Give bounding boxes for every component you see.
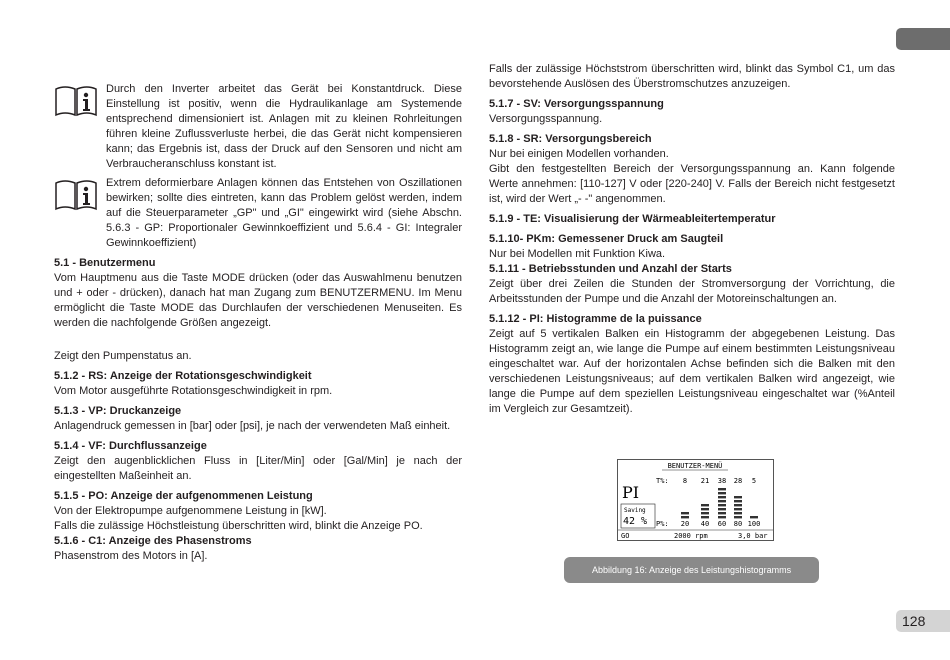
histogram-bar bbox=[681, 512, 689, 518]
section-5-1-5-title: 5.1.5 - PO: Anzeige der aufgenommenen Leistung bbox=[54, 490, 313, 502]
book-info-icon bbox=[54, 179, 98, 211]
section-5-1-9-title: 5.1.9 - TE: Visualisierung der Wärmeableitertemperatur bbox=[489, 213, 776, 225]
status-go: GO bbox=[621, 532, 630, 540]
note-2-text: Extrem deformierbare Anlagen können das Entstehen von Oszillationen bewirken; sollte dies eintreten, kann das Problem gelöst werden, indem auf die Steuerparameter „GP" und „GI" eingewirkt wird (siehe Abschn. 5.6.3 - GP: Proportionaler Gewinnkoeffizient und 5.6.4 - GI: Integraler Gewinnkoeffizient) bbox=[106, 177, 462, 249]
section-5-1-10-text: Nur bei Modellen mit Funktion Kiwa. bbox=[489, 248, 666, 260]
left-column bbox=[54, 82, 462, 564]
section-5-1-11-text: Zeigt über drei Zeilen die Stunden der Stromversorgung der Vorrichtung, die Arbeitsstunden der Pumpe und die Anzahl der Motoreinschaltungen an. bbox=[489, 278, 895, 305]
section-5-1-7-text: Versorgungsspannung. bbox=[489, 113, 603, 125]
p-value-label: 80 bbox=[733, 520, 743, 528]
histogram-bar bbox=[701, 504, 709, 518]
status-pressure: 3,0 bar bbox=[738, 532, 768, 540]
info-note-2 bbox=[54, 176, 462, 251]
saving-label: Saving bbox=[624, 507, 646, 514]
info-note-1 bbox=[54, 82, 462, 172]
section-5-1-3-text: Anlagendruck gemessen in [bar] oder [psi], je nach der verwendeten Maß einheit. bbox=[54, 420, 451, 432]
section-5-1-2-text: Vom Motor ausgeführte Rotationsgeschwindigkeit in rpm. bbox=[54, 385, 333, 397]
section-5-1-text: Vom Hauptmenu aus die Taste MODE drücken (oder das Auswahlmenu benutzen und + oder - drücken), danach hat man Zugang zum BENUTZERMENU. Im Menu ermöglicht die Taste MODE das Durchlaufen der verschiedenen Menuseiten. Es werden die nachfolgende Größen angezeigt. bbox=[54, 272, 462, 329]
p-value-label: 20 bbox=[680, 520, 690, 528]
p-value-label: 100 bbox=[747, 520, 761, 528]
status-rpm: 2000 rpm bbox=[674, 532, 708, 540]
note-1-text: Durch den Inverter arbeitet das Gerät bei Konstantdruck. Diese Einstellung ist positiv, wenn die Hydraulikanlage am Systemende entsprechend dimensioniert ist. Anlagen mit zu kleinen Rohrleitungen führen kleine Zuflussverluste herbei, die das Gerät nicht kompensieren kann; das Ergebnis ist, dass der Druck auf den Sensoren und nicht am Verbraucheranschluss konstant ist. bbox=[106, 83, 462, 170]
right-column bbox=[489, 62, 895, 417]
section-5-1-5-text-2: Falls die zulässige Höchstleistung überschritten wird, blinkt die Anzeige PO. bbox=[54, 520, 423, 532]
section-5-1-1-text: Zeigt den Pumpenstatus an. bbox=[54, 350, 192, 362]
section-5-1-8-title: 5.1.8 - SR: Versorgungsbereich bbox=[489, 133, 652, 145]
t-value-label: 5 bbox=[751, 477, 757, 485]
section-5-1-8-text-2: Gibt den festgestellten Bereich der Versorgungsspannung an. Kann folgende Werte annehmen: [110-127] V oder [220-240] V. Falls der Bereich nicht festgesetzt ist, wird der Wert „- -" angenommen. bbox=[489, 163, 895, 205]
p-percent-label: P%: bbox=[656, 520, 669, 528]
histogram-bar bbox=[734, 496, 742, 518]
section-5-1-4-text: Zeigt den augenblicklichen Fluss in [Liter/Min] oder [Gal/Min] je nach der eingestellten Maßeinheit an. bbox=[54, 455, 462, 482]
histogram-display bbox=[617, 459, 774, 541]
t-value-label: 28 bbox=[733, 477, 743, 485]
section-5-1-2-title: 5.1.2 - RS: Anzeige der Rotationsgeschwindigkeit bbox=[54, 370, 312, 382]
page-number: 128 bbox=[896, 610, 950, 632]
t-value-label: 38 bbox=[717, 477, 727, 485]
section-5-1-12-title: 5.1.12 - PI: Histogramme de la puissance bbox=[489, 313, 702, 325]
p-value-label: 60 bbox=[717, 520, 727, 528]
book-info-icon bbox=[54, 85, 98, 117]
section-5-1-6-title: 5.1.6 - C1: Anzeige des Phasenstroms bbox=[54, 535, 252, 547]
section-5-1-10-title: 5.1.10- PKm: Gemessener Druck am Saugteil bbox=[489, 233, 724, 245]
section-5-1-5-text-1: Von der Elektropumpe aufgenommene Leistung in [kW]. bbox=[54, 505, 327, 517]
section-5-1-7-title: 5.1.7 - SV: Versorgungsspannung bbox=[489, 98, 664, 110]
intro-text: Falls der zulässige Höchststrom überschritten wird, blinkt das Symbol C1, um das bevorstehende Auslösen des Überstromschutzes anzuzeigen. bbox=[489, 63, 895, 90]
section-5-1-6-text: Phasenstrom des Motors in [A]. bbox=[54, 550, 208, 562]
section-5-1-12-text: Zeigt auf 5 vertikalen Balken ein Histogramm der abgegebenen Leistung. Das Histogramm zeigt an, wie lange die Pumpe auf einem bestimmten Leistungsniveau eingeschaltet war. Auf der horizontalen Achse befinden sich die Balken mit den verschiedenen Leistungsniveaus; auf dem vertikalen Balken wird angezeigt, wie lange die Pumpe auf dem speziellen Leistungsniveau eingeschaltet war (%Anteil im Vergleich zur Gesamtzeit). bbox=[489, 328, 895, 415]
t-value-label: 21 bbox=[700, 477, 710, 485]
pi-label: PI bbox=[622, 483, 640, 502]
histogram-bar bbox=[750, 516, 758, 518]
section-5-1-4-title: 5.1.4 - VF: Durchflussanzeige bbox=[54, 440, 207, 452]
section-5-1-8-text-1: Nur bei einigen Modellen vorhanden. bbox=[489, 148, 669, 160]
display-menu-title: BENUTZER-MENÜ bbox=[667, 462, 723, 470]
section-5-1-title: 5.1 - Benutzermenu bbox=[54, 257, 156, 269]
figure-caption: Abbildung 16: Anzeige des Leistungshistogramms bbox=[564, 557, 819, 583]
section-tab bbox=[896, 28, 950, 50]
section-5-1-11-title: 5.1.11 - Betriebsstunden und Anzahl der Starts bbox=[489, 263, 732, 275]
histogram-bar bbox=[718, 488, 726, 518]
t-value-label: 8 bbox=[682, 477, 688, 485]
t-percent-label: T%: bbox=[656, 477, 669, 485]
section-5-1-3-title: 5.1.3 - VP: Druckanzeige bbox=[54, 405, 182, 417]
saving-value: 42 % bbox=[623, 516, 648, 527]
p-value-label: 40 bbox=[700, 520, 710, 528]
